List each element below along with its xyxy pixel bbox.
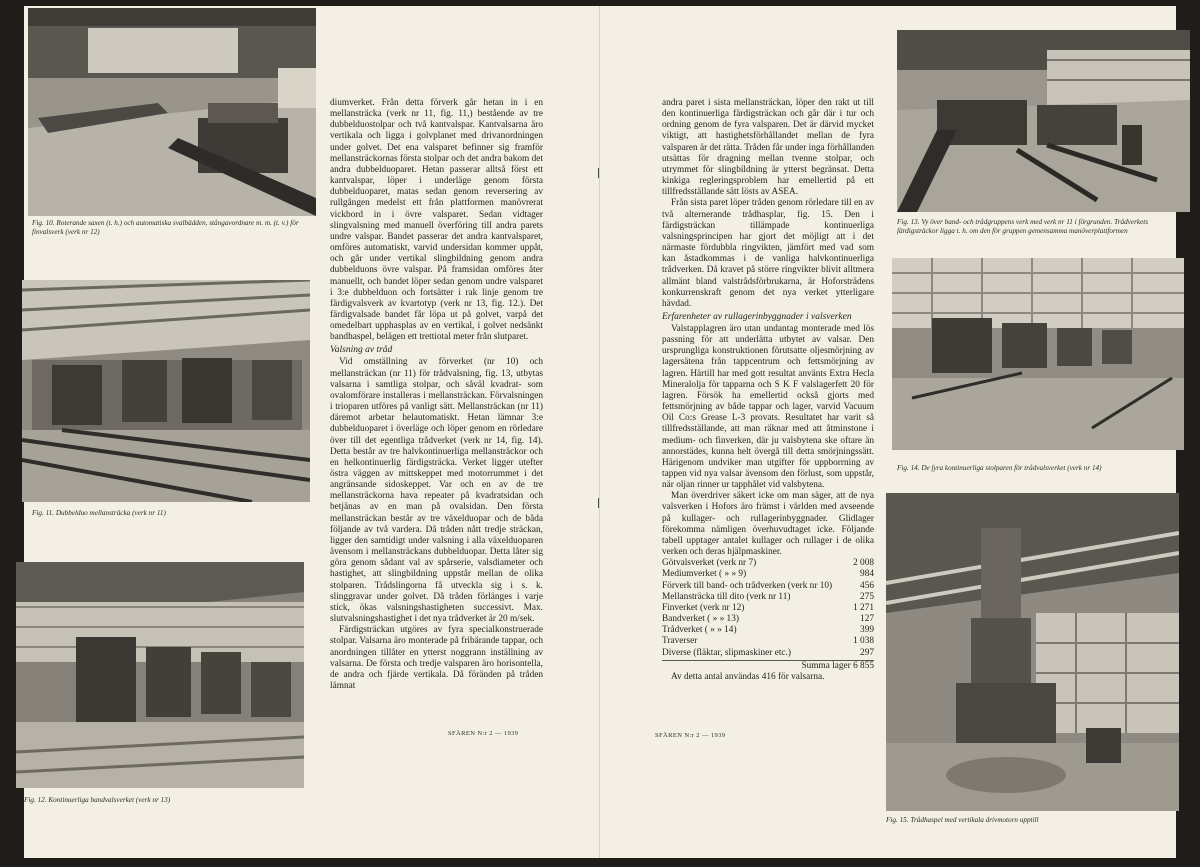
table-label: Finverket (verk nr 12)	[662, 602, 745, 613]
table-label: Götvalsverket (verk nr 7)	[662, 558, 757, 569]
table-row	[662, 558, 874, 569]
paragraph: Från sista paret löper tråden genom rörledare till en av två alternerande trådhasplar, fig. 15. Den i färdigsträckan tillämpade kontinuerliga valsningsprincipen har gjort det möjligt att i det närmaste fördubbla ringvikten, jämfört med vad som kan åstadkommas i de vanliga halvkontinuerliga trådverken. Då kravet på större ringvikter blivit alltmera allmänt bland valstrådsförbrukarna, är Hoforsträdens konkurrenskraft genom det nya verket ytterligare hävdad.	[662, 198, 874, 309]
fig15-caption: Fig. 15. Trådhaspel med vertikala drivmotorn upptill	[886, 816, 1039, 824]
table-label: Traverser	[662, 636, 698, 647]
table-value: 2 008	[853, 558, 874, 569]
fig11-caption: Fig. 11. Dubbelduo mellansträcka (verk nr 11)	[32, 509, 166, 517]
table-value: 297	[860, 647, 874, 658]
spine-fold	[599, 6, 600, 858]
table-row	[662, 636, 874, 647]
table-value: 127	[860, 614, 874, 625]
paragraph: diumverket. Från detta förverk går hetan in i en mellansträcka (verk nr 11, fig. 11,) bestående av tre dubbelduostolpar och två kantvalspar. Kantvalsarna äro vertikala och ligga i golvplanet med drivanordningen under golvet. Det ena valsparet befinner sig framför mellansträckornas första stolpar och det andra bakom det andra dubbelduoparet. Hetan passerar alltså först ett kantvalspar, löper i underläge genom första dubbelduoparet, matas sedan genom reversering av rullgången medelst ett från plattformen manövrerat vickbord in i övre valsparet. Sedan vidtager slingvalsning med manuell överföring till andra parets undre valspar. Bandet passerar det andra kantvalsparet, omföres automatiskt, varvid undersidan kommer uppåt, och går under vertikal slingbildning genom andra dubbelduons övre valspar. På framsidan omföres åter manuellt, och bandet löper sedan genom undre valsparet i 3:e dubbelduon och fortsätter i rak linje genom tre färdigvalsverk av kvartotyp (verk nr 13, fig. 12.). Det färdigvalsade bandet får löpa ut på golvet, varpå det omedelbart upphasplas av en vertikal, i golvet nedsänkt bandhaspel, belägen ett trettiotal meter från slutparet.	[330, 98, 543, 343]
table-row	[662, 592, 874, 603]
table-row	[662, 581, 874, 592]
page-footer: SFÄREN N:r 2 — 1939	[448, 730, 519, 737]
staple	[598, 498, 599, 508]
fig12-caption: Fig. 12. Kontinuerliga bandvalsverket (verk nr 13)	[24, 796, 171, 804]
table-value: 1 271	[853, 602, 874, 613]
table-row	[662, 614, 874, 625]
staple	[598, 168, 599, 178]
table-row	[662, 569, 874, 580]
table-value: 984	[860, 569, 874, 580]
bearing-table	[662, 558, 874, 658]
paragraph: Vid omställning av förverket (nr 10) och mellansträckan (nr 11) för trådvalsning, fig. 13, utbytas valsarna i samtliga stolpar, och såväl kvadrat- som ovalomförare installeras i mellansträckan. Förvalsningen i trioparen utföres på vanligt sätt. Mellansträckan (nr 11) däremot arbetar helautomatiskt. Hetan lämnar 3:e dubbelduoparet i överläge och löper genom en rörledare över till det egentliga trådverket (verk nr 14, fig. 14). Detta består av tre halvkontinuerliga mellansträckor och en helkontinuerlig färdigsträcka. Verket ligger utefter östra väggen av mittskeppet med motorrummet i det angränsande sidoskeppet. Var och en av de tre mellansträckorna hava repeater på kvadratsidan och betjänas av en man på ovalsidan. Den första mellansträckan består av tre växelduopar och de båda följande av två vardera. Då tråden nått tredje sträckan, ligger den samtidigt under valsning i alla växelduoparen ävensom i mellansträckans dubbelduopar. Detta låter sig göra genom sådant val av spårserie, valsdiameter och hastighet, att slingbildning uppstår mellan de olika stolparen. Trådslingorna få utveckla sig i s. k. slinggravar under golvet. Då tråden förlänges i varje stick, ökas valsningshastigheten successivt. Max. slutvalsningshastighet i det nya trådverket är 20 m/sek.	[330, 357, 543, 625]
fig13-photo	[897, 30, 1190, 212]
fig10-caption: Fig. 10. Roterande saxen (t. h.) och automatiska svalbädden, stångavordnare m. m. (t. v.) för finvalsverk (verk nr 12)	[32, 219, 299, 236]
left-text-column	[330, 98, 543, 692]
table-total: Summa lager 6 855	[662, 660, 874, 672]
paragraph: andra paret i sista mellansträckan, löper den rakt ut till den kontinuerliga färdigsträckan och går där i tur och ordning genom de fyra valsparen. Det är därvid mycket viktigt, att hastighetsförhållandet mellan de fyra valsparen är det rätta. Tråden får under inga förhållanden utsättas för dragning mellan tvenne stolpar, och utrymmet för slingbildning är ytterst begränsat. Detta kinkiga regleringsproblem har emellertid på ett tillfredsställande sätt lösts av ASEA.	[662, 98, 874, 198]
table-label: Trådverket ( » » 14)	[662, 625, 737, 636]
paragraph: Man överdriver säkert icke om man säger, att de nya valsverken i Hofors äro främst i världen med avseende på kullager- och rullagerinbyggnader. Glidlager förekomma nämligen överhuvudtaget icke. Följande tabell upptager antalet kullager och rullager i de olika verken och deras hjälpmaskiner.	[662, 491, 874, 558]
table-row	[662, 625, 874, 636]
table-value: 456	[860, 580, 874, 591]
table-note: Av detta antal användas 416 för valsarna.	[671, 671, 825, 682]
section-heading: Erfarenheter av rullagerinbyggnader i valsverken	[662, 311, 852, 322]
table-label: Mediumverket ( » » 9)	[662, 569, 747, 580]
fig14-caption: Fig. 14. De fyra kontinuerliga stolparen för trådvalsverket (verk nr 14)	[897, 464, 1102, 472]
table-value: 399	[860, 625, 874, 636]
fig15-photo	[886, 493, 1179, 811]
table-label: Diverse (fläktar, slipmaskiner etc.)	[662, 647, 791, 658]
table-row	[662, 648, 874, 659]
fig10-photo	[28, 8, 316, 216]
fig14-photo	[892, 258, 1184, 450]
right-text-column	[662, 98, 874, 683]
fig13-caption: Fig. 13. Vy över band- och trådgruppens verk med verk nr 11 i förgrunden. Trådverkets färdigsträckor ligga t. h. om den för gruppen gemensamma manöverplattformen	[897, 218, 1149, 235]
table-row	[662, 603, 874, 614]
table-label: Mellansträcka till dito (verk nr 11)	[662, 591, 791, 602]
section-heading: Valsning av tråd	[330, 345, 393, 356]
table-label: Bandverket ( » » 13)	[662, 614, 739, 625]
table-value: 1 038	[853, 636, 874, 647]
fig12-photo	[16, 562, 304, 788]
page-footer: SFÄREN N:r 2 — 1939	[655, 732, 726, 739]
paragraph: Valstapplagren äro utan undantag monterade med lös passning för att underlätta utbytet av valsar. Den ursprungliga konstruktionen förutsatte oljesmörjning av lagersätena från tappcentrum och fettsmörjning av lagren. Härtill har med gott resultat använts Extra Hecla Mineralolja för tapparna och S K F valslagerfett 20 för lagren. Försök ha emellertid också gjorts med fettsmörjning av både tappar och lager, varvid Vacuum Oil Co:s Grease L-3 provats. Resultatet har varit så tillfredsställande, att man räknar med att åtminstone i medium- och finverken, där ju valsbytena ske oftare än annorstädes, kunna helt övergå till detta smörjningssätt. Härigenom undviker man utgifter för uppborrning av tappen vid nya valsar ävensom den förlust, som uppstår, när oljan rinner ur tapphålet vid valsbytena.	[662, 323, 874, 491]
table-value: 275	[860, 591, 874, 602]
fig11-photo	[22, 280, 310, 502]
table-label: Förverk till band- och trådverken (verk nr 10)	[662, 580, 833, 591]
paragraph: Färdigsträckan utgöres av fyra specialkonstruerade stolpar. Valsarna äro monterade på fribärande tappar, och anordningen tillåter en ytterst noggrann inställning av valsarna. De första och tredje valsparen äro horisontella, de andra och fjärde vertikala. Då föränden på tråden lämnat	[330, 625, 543, 691]
